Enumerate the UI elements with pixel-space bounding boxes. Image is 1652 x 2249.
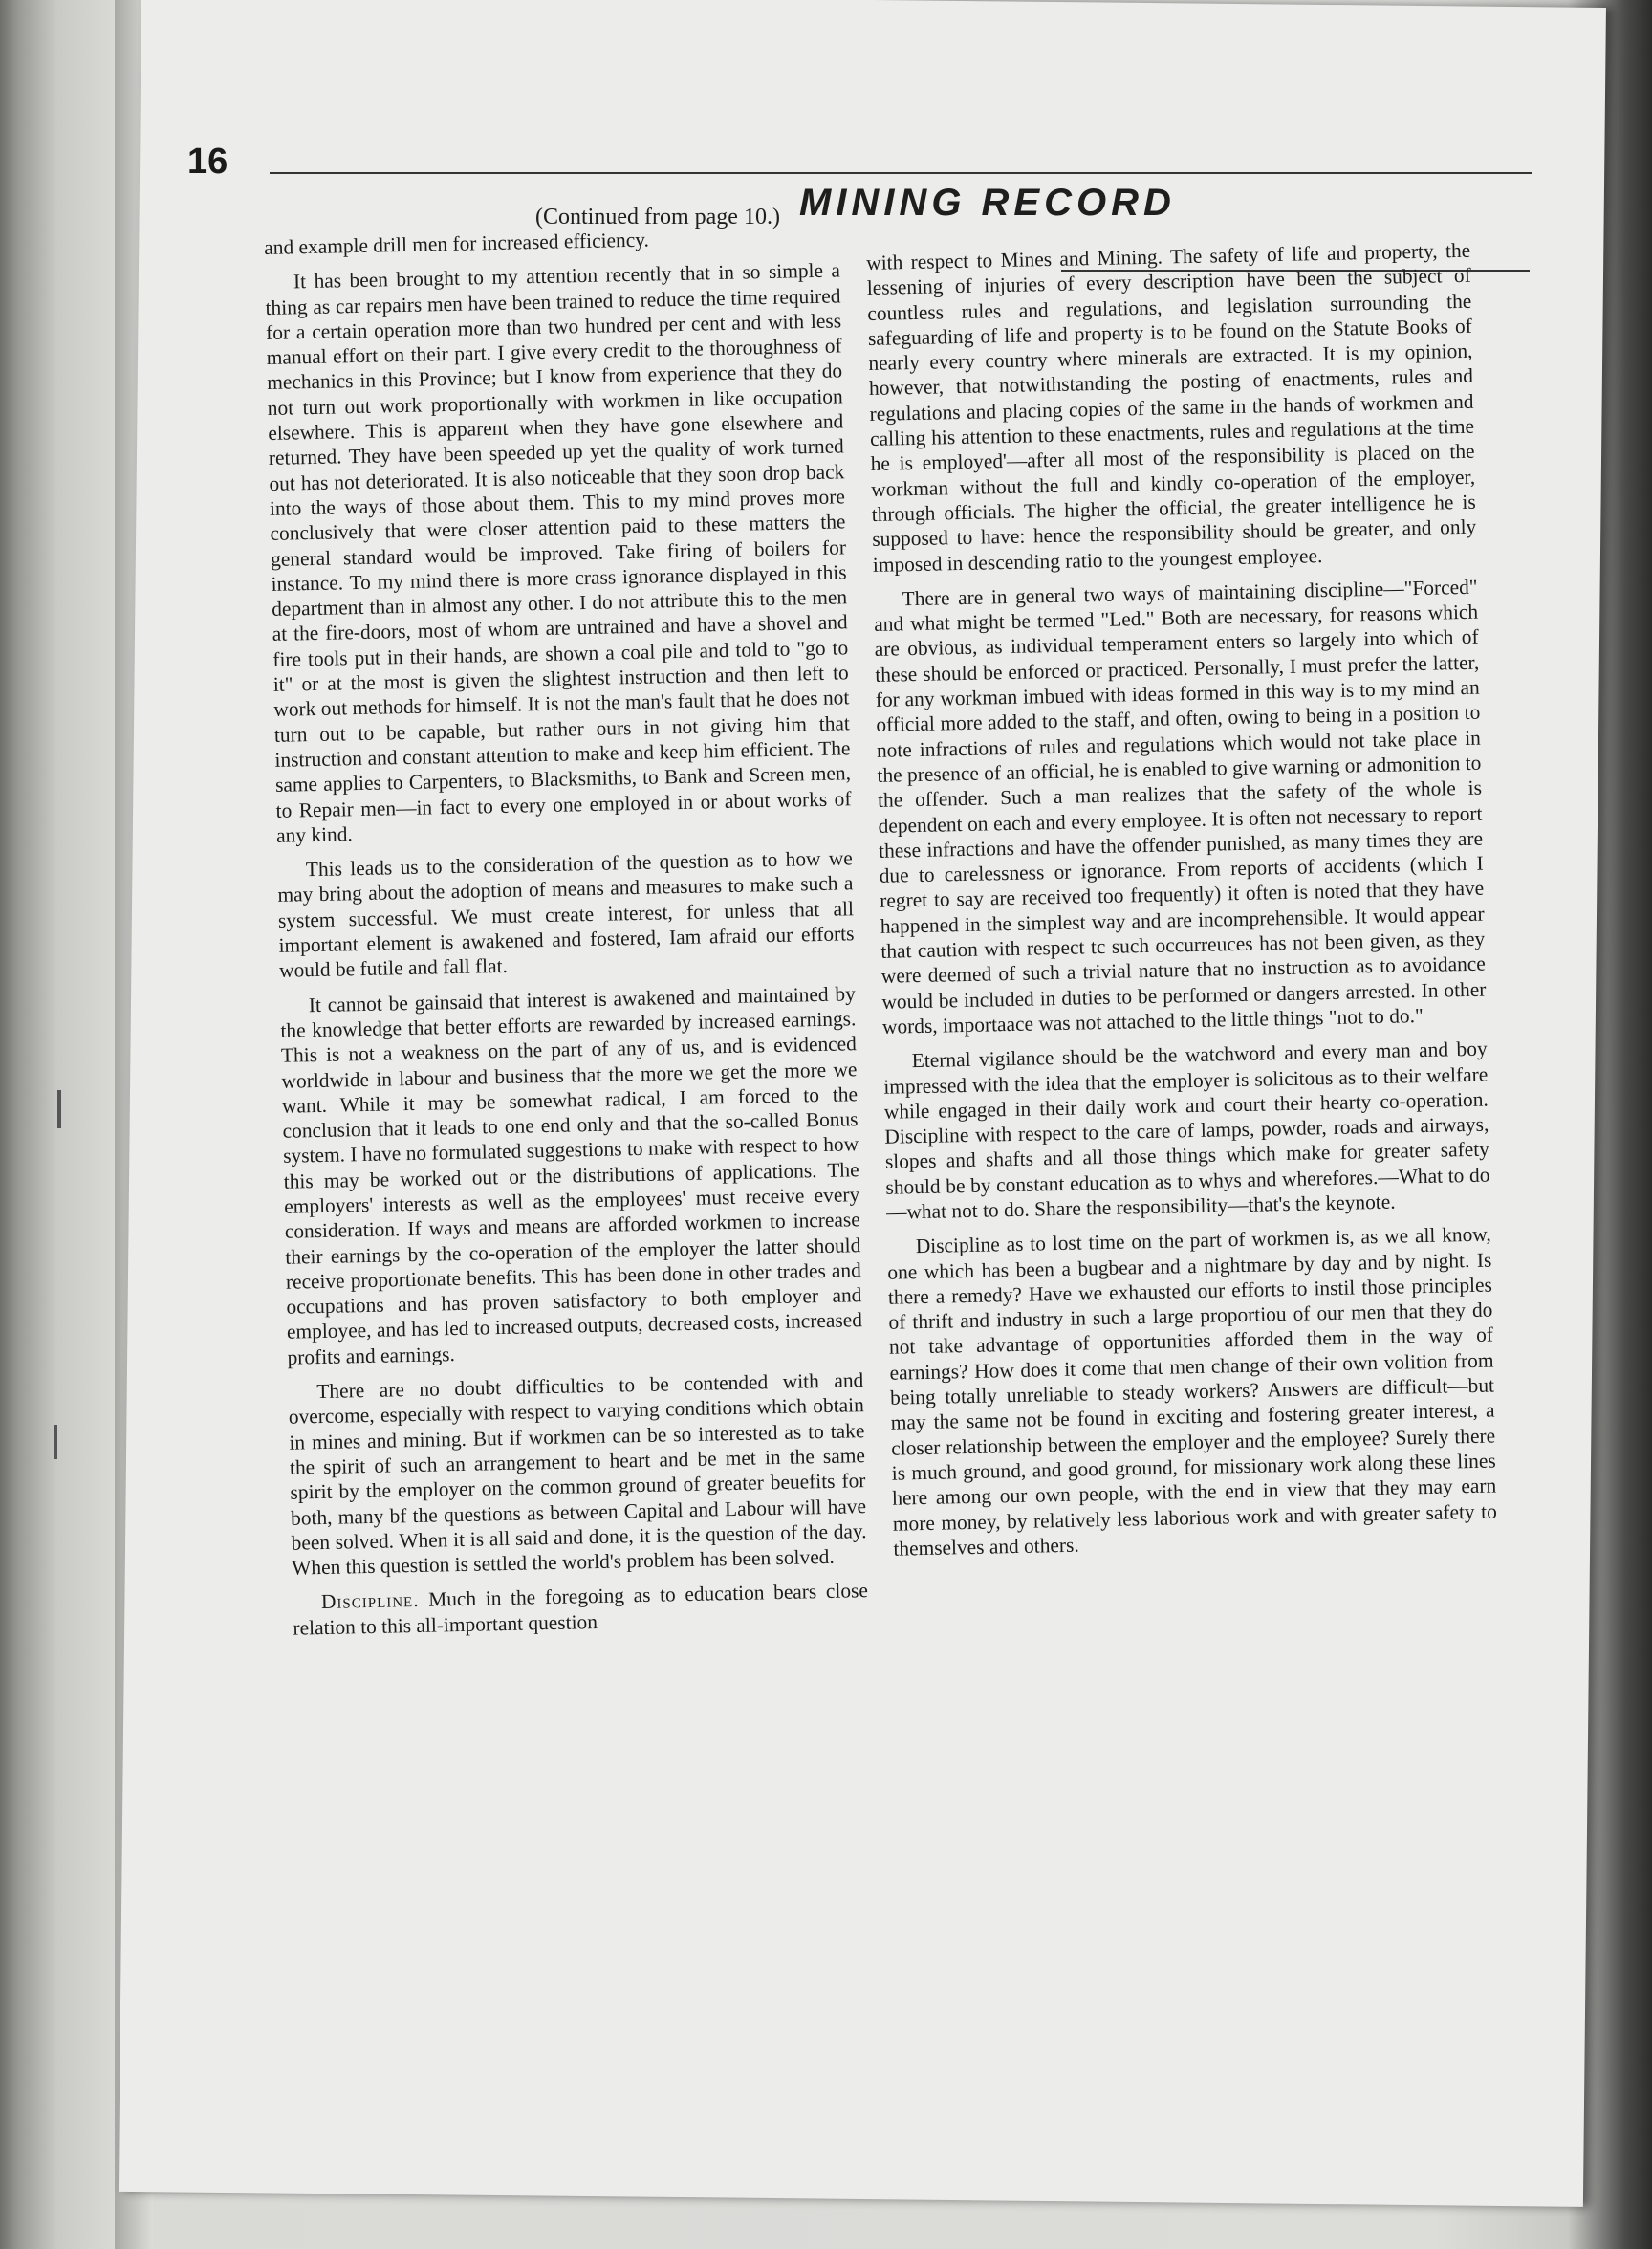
- paragraph: Discipline as to lost time on the part of workmen is, as we all know, one which has been a bugbear and a nightmare by day and by night. Is there a remedy? Have we exhausted our efforts to instil those principles of thrift and industry in such a large proportiou of our men that they do not take advantage of opportunities afforded them in the way of earnings? How does it come that men change of their own volition from being totally unreliable to steady workers? Answers are difficult—but may the same not be found in exciting and fostering greater interest, a closer relationship between the employer and the employee? Surely there is much ground, and good ground, for missionary work along these lines here among our own people, with the end in view that they may earn more money, by relatively less laborious work and with greater safety to themselves and others.: [887, 1222, 1497, 1561]
- left-column: [264, 223, 869, 1649]
- right-column: [866, 238, 1498, 1571]
- discipline-text: Much in the foregoing as to education bears close relation to this all-important question: [293, 1579, 869, 1640]
- paragraph: It has been brought to my attention recently that in so simple a thing as car repairs men have been trained to reduce the time required for a certain operation more than two hundred per cent and with less manual effort on their part. I give every credit to the thoroughness of mechanics in this Province; but I know from experience that they do not turn out work proportionally with workmen in like occupation elsewhere. This is apparent when they have gone elsewhere and returned. They have been speeded up yet the quality of work turned out has not deteriorated. It is also noticeable that they soon drop back into the ways of those about them. This to my mind proves more conclusively that were closer attention paid to these matters the general standard would be improved. Take firing of boilers for instance. To my mind there is more crass ignorance displayed in this department than in almost any other. I do not attribute this to the men at the fire-doors, most of whom are untrained and have a shovel and fire tools put in their hands, are shown a coal pile and told to "go to it" or at the most is given the slightest instruction and then left to work out methods for himself. It is not the man's fault that he does not turn out to be capable, but rather ours in not giving him that instruction and constant attention to make and keep him efficient. The same applies to Carpenters, to Blacksmiths, to Bank and Screen men, to Repair men—in fact to every one employed in or about works of any kind.: [265, 258, 852, 847]
- paragraph: There are in general two ways of maintaining discipline—"Forced" and what might be termed "Led." Both are necessary, for reasons which are obvious, as individual temperament enters so largely into which of these should be enforced or practiced. Personally, I must prefer the latter, for any workman imbued with ideas formed in this way is to my mind an official more added to the staff, and often, owing to being in a position to note infractions of rules and regulations which would not take place in the presence of an official, he is enabled to give warning or admonition to the offender. Such a man realizes that the safety of the whole is dependent on each and every employee. It is often not necessary to report these infractions and have the offender punished, as many times they are due to carelessness or ignorance. From reports of accidents (which I regret to say are received too frequently) it often is noted that they have happened in the simplest way and are incomprehensible. It would appear that caution with respect tc such occurreuces has not been given, as they were deemed of such a trivial nature that no instruction as to avoidance would be included in duties to be performed or dangers arrested. In other words, importaace was not attached to the little things "not to do.": [873, 575, 1487, 1038]
- header-rule: [270, 172, 1532, 174]
- margin-mark: [54, 1425, 57, 1459]
- paragraph: It cannot be gainsaid that interest is awakened and maintained by the knowledge that better efforts are rewarded by increased earnings. This is not a weakness on the part of any of us, and is evidenced worldwide in labour and business that the more we get the more we want. While it may be somewhat radical, I am forced to the conclusion that it leads to one end only and that the so-called Bonus system. I have no formulated suggestions to make with respect to how this may be worked out or the distributions of applications. The employers' interests as well as the employees' must receive every consideration. If ways and means are afforded workmen to increase their earnings by the co-operation of the employer the latter should receive proportionate benefits. This has been done in other trades and occupations and has proven satisfactory to both employer and employee, and has led to increased outputs, decreased costs, increased profits and earnings.: [280, 981, 863, 1369]
- masthead: MINING RECORD: [799, 182, 1176, 224]
- paragraph: This leads us to the consideration of the question as to how we may bring about the adoption of means and measures to make such a system successful. We must create interest, for unless that all important element is awakened and fostered, Iam afraid our efforts would be futile and fall flat.: [277, 846, 855, 983]
- paragraph: with respect to Mines and Mining. The safety of life and property, the lessening of injuries of every description have been the subject of countless rules and regulations, and legislation surrounding the safeguarding of life and property is to be found on the Statute Books of nearly every country where minerals are extracted. It is my opinion, however, that notwithstanding the posting of enactments, rules and regulations and placing copies of the same in the hands of workmen and calling his attention to these enactments, rules and regulations at the time he is employed'—after all most of the responsibility is placed on the workman without the full and kindly co-operation of the employer, through officials. The higher the official, the greater intelligence he is supposed to have: hence the responsibility should be greater, and only imposed in descending ratio to the youngest employee.: [866, 238, 1477, 577]
- discipline-heading: Discipline.: [320, 1588, 420, 1614]
- paragraph-discipline: [293, 1579, 869, 1641]
- page-number: 16: [187, 142, 228, 182]
- continued-note: (Continued from page 10.): [535, 205, 780, 229]
- margin-mark: [57, 1090, 61, 1128]
- paragraph: and example drill men for increased efficiency.: [264, 228, 650, 259]
- paragraph: Eternal vigilance should be the watchword and every man and boy impressed with the idea that the employer is solicitous as to their welfare while engaged in their daily work and court their hearty co-operation. Discipline with respect to the care of lamps, powder, roads and airways, slopes and shafts and all those things which make for greater safety should be by constant education as to whys and wherefores.—What to do—what not to do. Share the responsibility—that's the keynote.: [883, 1037, 1490, 1224]
- paragraph: There are no doubt difficulties to be contended with and overcome, especially with respect to varying conditions which obtain in mines and mining. But if workmen can be so interested as to take the spirit of such an arrangement to heart and be met in the same spirit by the employer on the common ground of greater beuefits for both, many bf the questions as between Capital and Labour will have been solved. When it is all said and done, it is the question of the day. When this question is settled the world's problem has been solved.: [288, 1368, 867, 1580]
